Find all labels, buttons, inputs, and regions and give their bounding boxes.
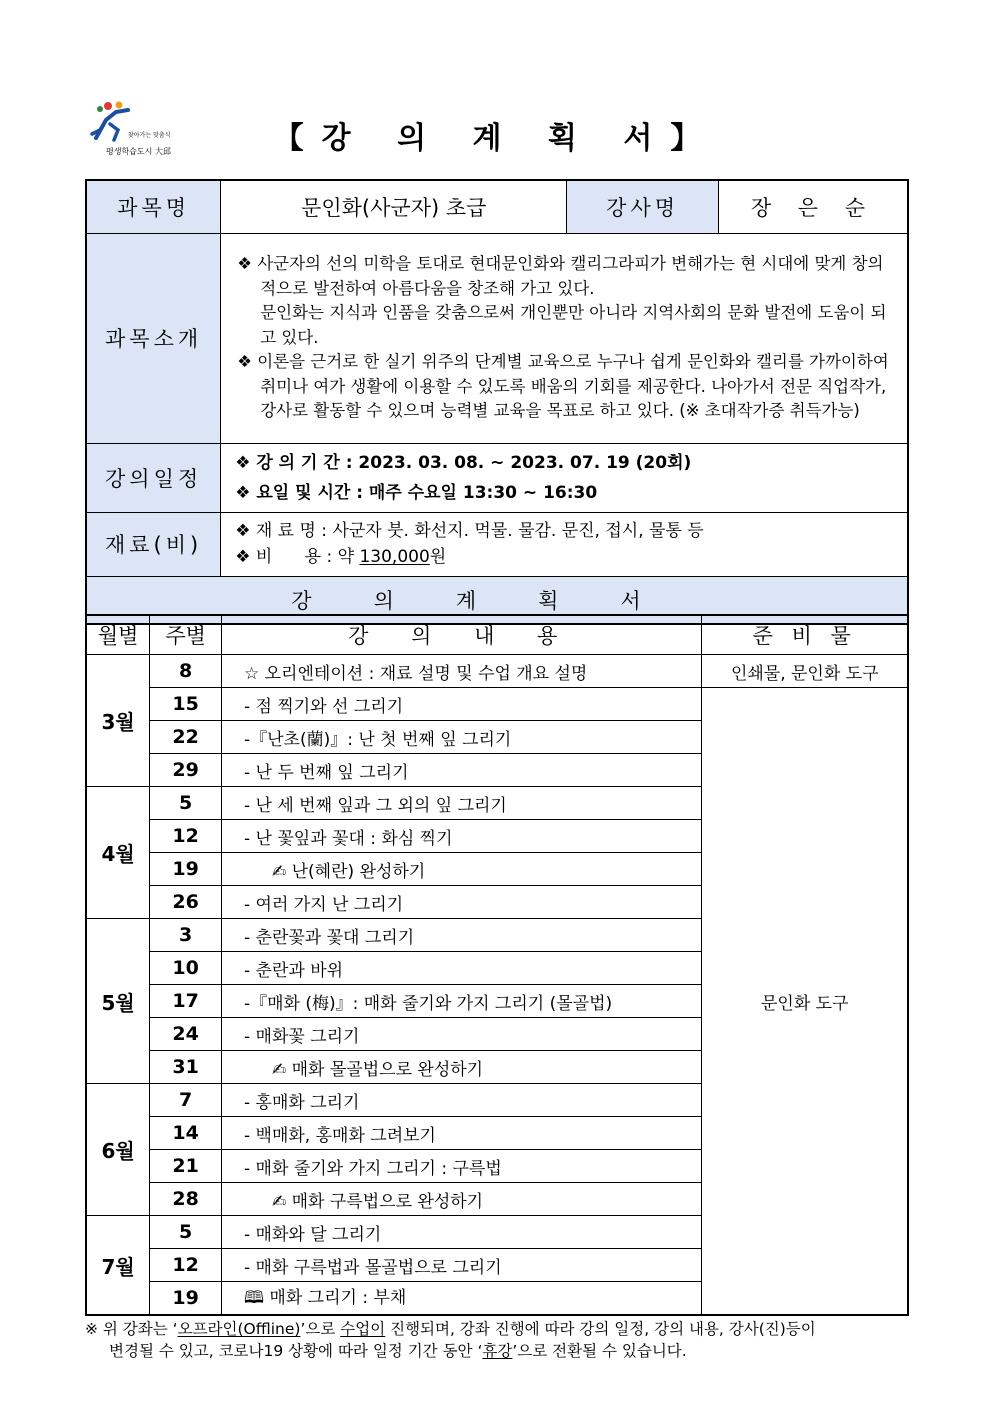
week-cell: 14 bbox=[150, 1117, 222, 1150]
materials-cost-suffix: 원 bbox=[429, 547, 447, 567]
content-cell: - 난 세 번째 잎과 그 외의 잎 그리기 bbox=[221, 787, 701, 820]
intro-paragraph: 문인화는 지식과 인품을 갖춤으로써 개인뿐만 아니라 지역사회의 문화 발전에 도움이 되고 있다. bbox=[260, 303, 887, 347]
materials-text bbox=[221, 512, 908, 576]
month-cell: 5월 bbox=[86, 919, 150, 1084]
week-cell: 5 bbox=[150, 787, 222, 820]
materials-list: ❖ 재 료 명 : 사군자 붓. 화선지. 먹물. 물감. 문진, 접시, 물통 등 bbox=[235, 521, 704, 541]
logo-text: 평생학습도시 大邱 bbox=[106, 147, 171, 156]
content-cell: 🕮 매화 그리기 : 부채 bbox=[221, 1282, 701, 1316]
schedule-time: ❖ 요일 및 시간 : 매주 수요일 13:30 ~ 16:30 bbox=[235, 482, 598, 503]
col-content: 강 의 내 용 bbox=[221, 615, 701, 655]
content-cell: - 백매화, 홍매화 그려보기 bbox=[221, 1117, 701, 1150]
month-cell: 4월 bbox=[86, 787, 150, 919]
content-cell: -『난초(蘭)』: 난 첫 번째 잎 그리기 bbox=[221, 721, 701, 754]
footnote-line-1: ※ 위 강좌는 ‘오프라인(Offline)’으로 수업이 진행되며, 강좌 진행에 따라 강의 일정, 강의 내용, 강사(진)등이 bbox=[85, 1320, 816, 1338]
content-cell: ✍ 난(혜란) 완성하기 bbox=[221, 853, 701, 886]
content-cell: - 점 찍기와 선 그리기 bbox=[221, 688, 701, 721]
subject-value: 문인화(사군자) 초급 bbox=[221, 180, 567, 233]
col-week: 주별 bbox=[150, 615, 222, 655]
content-cell: - 매화꽃 그리기 bbox=[221, 1018, 701, 1051]
materials-cost bbox=[235, 544, 893, 570]
content-cell: ✍ 매화 구륵법으로 완성하기 bbox=[221, 1183, 701, 1216]
content-cell: - 매화 구륵법과 몰골법으로 그리기 bbox=[221, 1249, 701, 1282]
plan-table bbox=[85, 614, 909, 1316]
week-cell: 7 bbox=[150, 1084, 222, 1117]
week-cell: 28 bbox=[150, 1183, 222, 1216]
week-cell: 26 bbox=[150, 886, 222, 919]
teacher-value: 장 은 순 bbox=[718, 180, 908, 233]
footnote bbox=[85, 1318, 915, 1362]
col-prep: 준 비 물 bbox=[702, 615, 908, 655]
prep-cell-rest: 문인화 도구 bbox=[702, 688, 908, 1316]
materials-cost-prefix: ❖ 비 용 : 약 bbox=[235, 547, 360, 567]
materials-label: 재료(비) bbox=[86, 512, 221, 576]
content-cell: - 난 꽃잎과 꽃대 : 화심 찍기 bbox=[221, 820, 701, 853]
month-cell: 3월 bbox=[86, 655, 150, 787]
schedule-text bbox=[221, 443, 908, 512]
week-cell: 31 bbox=[150, 1051, 222, 1084]
week-cell: 12 bbox=[150, 820, 222, 853]
content-cell: -『매화 (梅)』: 매화 줄기와 가지 그리기 (몰골법) bbox=[221, 985, 701, 1018]
intro-paragraph: ❖ 이론을 근거로 한 실기 위주의 단계별 교육으로 누구나 쉽게 문인화와 캘리를 가까이하여 취미나 여가 생활에 이용할 수 있도록 배움의 기회를 제공한다. 나아가서 전문 직업작가, 강사로 활동할 수 있으며 능력별 교육을 목표로 하고 있다. (※ 초대작가증 취득가능) bbox=[237, 352, 889, 421]
content-cell: - 매화와 달 그리기 bbox=[221, 1216, 701, 1249]
schedule-label: 강의일정 bbox=[86, 443, 221, 512]
content-cell: - 여러 가지 난 그리기 bbox=[221, 886, 701, 919]
week-cell: 12 bbox=[150, 1249, 222, 1282]
plan-body bbox=[86, 655, 908, 1316]
schedule-period: ❖ 강 의 기 간 : 2023. 03. 08. ~ 2023. 07. 19 (20회) bbox=[235, 452, 692, 473]
week-cell: 5 bbox=[150, 1216, 222, 1249]
month-cell: 7월 bbox=[86, 1216, 150, 1316]
content-cell: - 홍매화 그리기 bbox=[221, 1084, 701, 1117]
footnote-line-2: 변경될 수 있고, 코로나19 상황에 따라 일정 기간 동안 ‘휴강’으로 전환될 수 있습니다. bbox=[109, 1342, 687, 1360]
week-cell: 3 bbox=[150, 919, 222, 952]
week-cell: 29 bbox=[150, 754, 222, 787]
month-cell: 6월 bbox=[86, 1084, 150, 1216]
week-cell: 15 bbox=[150, 688, 222, 721]
course-info-table bbox=[85, 179, 909, 625]
logo-tagline: 찾아가는 맞춤식 bbox=[128, 132, 171, 139]
week-cell: 17 bbox=[150, 985, 222, 1018]
table-row bbox=[86, 688, 908, 721]
week-cell: 22 bbox=[150, 721, 222, 754]
intro-text bbox=[221, 233, 908, 443]
week-cell: 19 bbox=[150, 1282, 222, 1316]
prep-cell-first: 인쇄물, 문인화 도구 bbox=[702, 655, 908, 688]
teacher-label: 강사명 bbox=[567, 180, 719, 233]
content-cell: ✍ 매화 몰골법으로 완성하기 bbox=[221, 1051, 701, 1084]
intro-paragraph: ❖ 사군자의 선의 미학을 토대로 현대문인화와 캘리그라피가 변해가는 현 시대에 맞게 창의적으로 발전하여 아름다움을 창조해 가고 있다. bbox=[237, 254, 884, 298]
intro-label: 과목소개 bbox=[86, 233, 221, 443]
page-title: 【강 의 계 획 서】 bbox=[273, 121, 719, 156]
col-month: 월별 bbox=[86, 615, 150, 655]
subject-label: 과목명 bbox=[86, 180, 221, 233]
content-cell: - 춘란꽃과 꽃대 그리기 bbox=[221, 919, 701, 952]
content-cell: - 춘란과 바위 bbox=[221, 952, 701, 985]
content-cell: - 매화 줄기와 가지 그리기 : 구륵법 bbox=[221, 1150, 701, 1183]
week-cell: 10 bbox=[150, 952, 222, 985]
week-cell: 24 bbox=[150, 1018, 222, 1051]
week-cell: 8 bbox=[150, 655, 222, 688]
week-cell: 19 bbox=[150, 853, 222, 886]
plan-bar: 강의계획서 bbox=[86, 576, 908, 624]
content-cell: ☆ 오리엔테이션 : 재료 설명 및 수업 개요 설명 bbox=[221, 655, 701, 688]
week-cell: 21 bbox=[150, 1150, 222, 1183]
content-cell: - 난 두 번째 잎 그리기 bbox=[221, 754, 701, 787]
materials-cost-value: 130,000 bbox=[359, 547, 430, 567]
table-row bbox=[86, 655, 908, 688]
